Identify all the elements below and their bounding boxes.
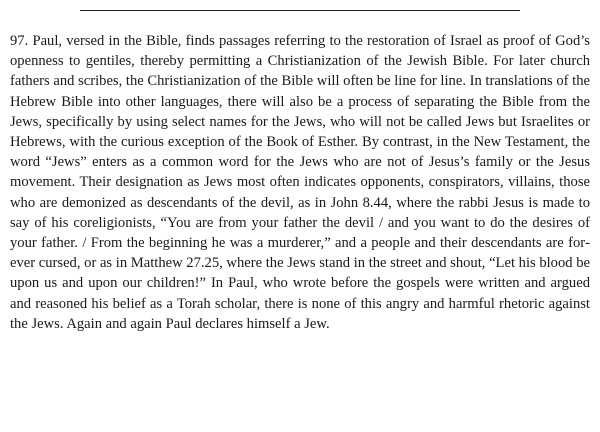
footnote-number: 97. <box>10 33 29 49</box>
footnote-text: Paul, versed in the Bible, finds passages referring to the restoration of Israel as proof of God’s openness to gentiles, thereby permitting a Christianization of the Jewish Bible. For later church fathers and scribes, the Christianization of the Bible will often be line for line. In translations of the Hebrew Bible into other languages, there will also be a process of separating the Bible from the Jews, specifically by using select names for the Jews, who will not be called Jews but Israelites or Hebrews, with the curious exception of the Book of Esther. By contrast, in the New Testament, the word “Jews” enters as a common word for the Jews who are not of Jesus’s family or the Jesus movement. Their designation as Jews most often indicates opponents, conspirators, villains, those who are demonized as descendants of the devil, as in John 8.44, where the rabbi Jesus is made to say of his coreligionists, “You are from your father the devil / and you want to do the desires of your father. / From the beginning he was a murderer,” and a people and their descendants are forever cursed, or as in Matthew 27.25, where the Jews stand in the street and shout, “Let his blood be upon us and upon our children!” In Paul, who wrote before the gospels were written and argued and reasoned his belief as a Torah scholar, there is none of this angry and harmful rhetoric against the Jews. Again and again Paul declares himself a Jew. <box>10 33 590 332</box>
footnote-separator-rule <box>80 10 520 11</box>
footnote-97 <box>10 31 590 334</box>
